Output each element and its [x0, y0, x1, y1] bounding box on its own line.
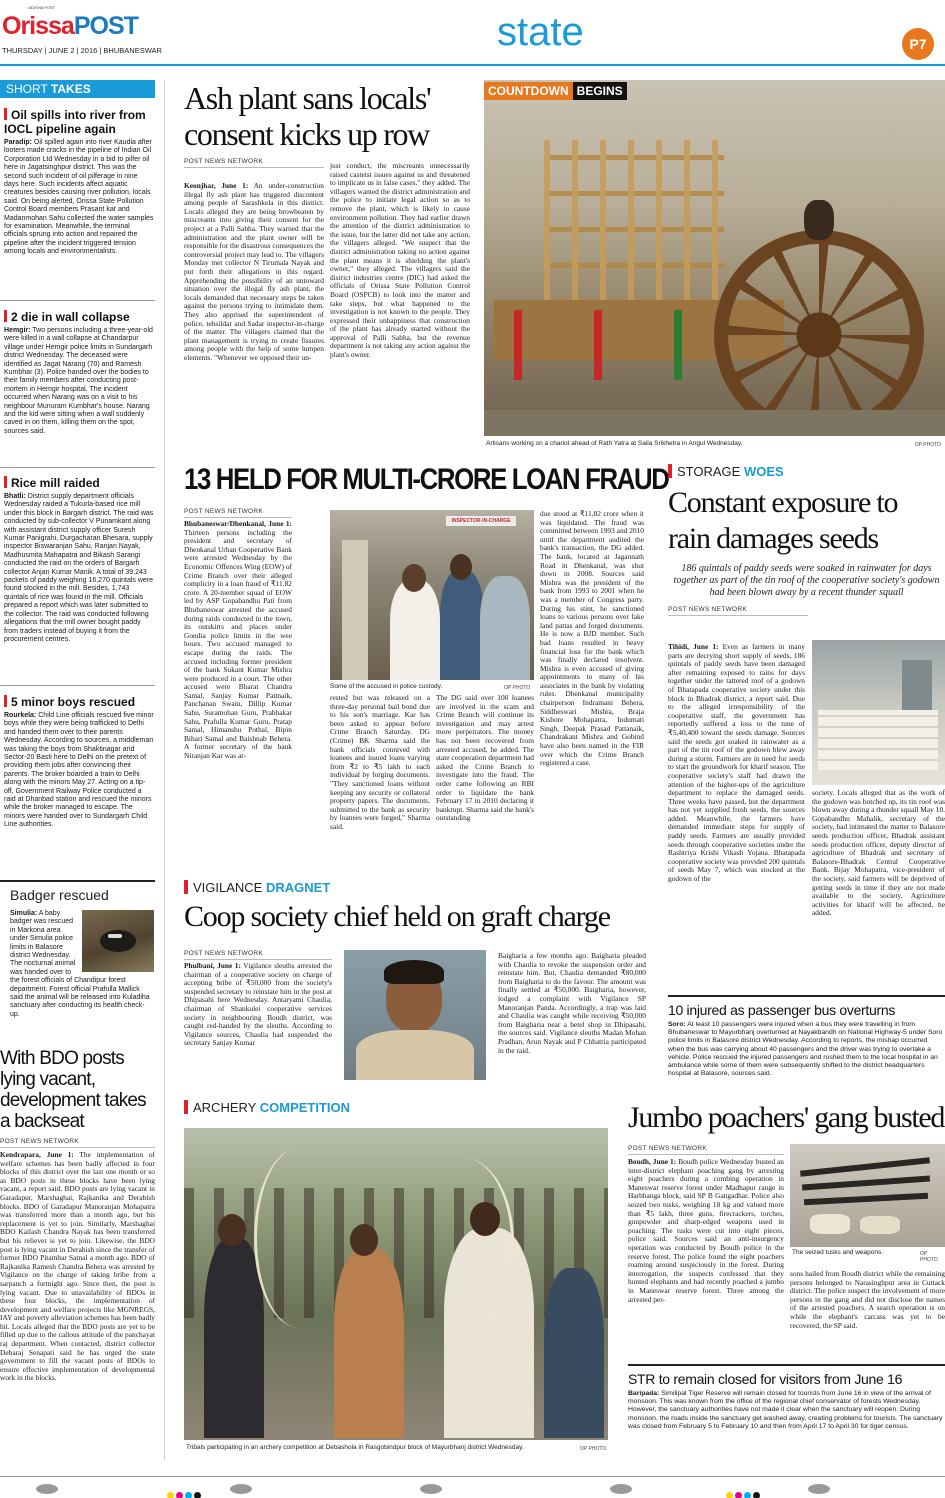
short-take-title: Rice mill raided	[4, 476, 154, 490]
divider	[0, 685, 155, 686]
loan-col-2: rested but was released on a three-day personal bail bond due to his son's marriage. Kar has been asked to appear before Crime Branch Saturday. DG (Crime) BK Sharma said the bank officials connived with loanees and issued loans varying from ₹2 to ₹5 lakh to each individual by forging documents. "They sanctioned loans without keeping any security or collateral property papers. The documents, submitted to the bank as security by loanees were forged," Sharma said.	[330, 693, 430, 831]
bdo-story	[0, 1048, 155, 1458]
ash-byline: POST NEWS NETWORK	[184, 158, 324, 168]
short-take-item	[4, 695, 154, 830]
ash-headline: Ash plant sans locals' consent kicks up row	[184, 80, 431, 152]
seed-sacks-photo	[812, 640, 945, 785]
tusks-credit: OP PHOTO	[920, 1251, 938, 1263]
countdown-photo-block	[484, 80, 945, 452]
coop-byline: POST NEWS NETWORK	[184, 950, 332, 960]
coop-col-2: Baigharia a few months ago. Baigharia pleaded with Chaulia to revoke the suspension order and reinstate him. But, Chaulia demanded ₹80,000 from Baigharia to do the favour. The amount was finally settled at ₹50,000. Baigharia, however, lodged a complaint with Vigilance SP Manoranjan Panda. Accordingly, a trap was laid and Chaulia was caught while receiving ₹50,000 from Baigharia near a betel shop in Dhipasahi, the sources said. Vigilance sleuths Madan Mohan Pradhan, Arun Nayak and P Chhatria participated in the raid.	[498, 951, 646, 1055]
inspector-sign: INSPECTOR-IN-CHARGE	[446, 516, 516, 526]
chairman-photo	[344, 950, 486, 1080]
str-headline: STR to remain closed for visitors from June 16	[628, 1371, 903, 1387]
column-rule	[164, 80, 165, 1460]
coop-col-1: Phulbani, June 1: Vigilance sleuths arrested the chairman of a cooperative society on charge of accepting bribe of ₹50,000 from the society's suspended secretary to reinstate him in the post at Dhipasahi here Wednesday. Antaryami Chaulia, chairman of Shankulei cooperative services society in neighbouring Boudh district, was caught red-handed by the sleuths. According to Vigilance sources, Chaulia had suspended the secretary Sanjay Kumar	[184, 961, 332, 1048]
registration-mark	[420, 1484, 442, 1494]
ash-col-1: Keonjhar, June 1: An under-construction illegal fly ash plant has triggered discontent among people of Sarashkela in this district. Locals alleged they are being browbeaten by miscreants into giving their consent for the project at a Palli Sabha. They warned that the administration and the plant owner will be responsible for the disastrous consequences the controversial project may lead to. The villagers Monday met collector N Tirumala Nayak and put forth their allegations in this regard. Apprehending the possibility of an untoward situation over the illegal fly ash plant, the locals demanded that necessary steps be taken against the persons trying to intimidate them. They also apprised the superintendent of police, tehsildar and Sadar inspector-in-charge of the matter. The villagers claimed that the plant management is trying to create fissures among people with the help of some lumpen elements. "Whenever we opposed their un-	[184, 181, 324, 362]
accused-caption: Some of the accused in police custody.	[330, 683, 443, 690]
archery-photo	[184, 1128, 608, 1440]
jumbo-col-1: Boudh, June 1: Boudh police Wednesday busted an inter-district elephant poaching gang by arresting eight poachers during a combing operation in Maneswar reserve forest under Madhapur range in Harbhanga block, said SP B Gangadhar. Police also seized two tusks, weighing 18 kg and valued more than ₹5 lakh, three guns, firecrackers, torches, gunpowder and sharp-edged weapons used in poaching. The tusks were cut into eight pieces, police said. Sources said an anti-insurgency operation was conducted by Boudh police in the reserve forest. The police found the eight poachers roaming around suspiciously in the forest. During interrogation, the suspects confessed that they hunted elephants and had recently poached a jumbo in Maneswar reserve forest. Three among the arrested per-	[628, 1157, 784, 1304]
page-number-badge: P7	[902, 28, 934, 60]
coop-headline: Coop society chief held on graft charge	[184, 900, 610, 933]
masthead-rule	[0, 64, 945, 66]
registration-mark	[230, 1484, 252, 1494]
coop-story	[184, 880, 649, 1090]
color-bar	[725, 1486, 761, 1498]
archery-block	[184, 1100, 609, 1460]
registration-mark	[610, 1484, 632, 1494]
archery-kicker: ARCHERY COMPETITION	[184, 1100, 609, 1115]
loan-byline: POST NEWS NETWORK	[184, 508, 292, 518]
masthead	[0, 0, 945, 66]
color-bar	[166, 1486, 202, 1498]
logo-small: ODISHA POST	[28, 5, 56, 10]
accused-credit: OP PHOTO	[504, 685, 531, 691]
bus-story	[668, 995, 945, 1087]
bdo-headline: With BDO posts lying vacant, development takes a backseat	[0, 1048, 146, 1132]
logo: OrissaPOST	[2, 12, 138, 40]
archery-credit: OP PHOTO	[580, 1446, 607, 1452]
short-takes-column	[0, 80, 155, 1100]
loan-story	[184, 460, 669, 870]
countdown-kicker: COUNTDOWN BEGINS	[484, 82, 627, 100]
jumbo-headline: Jumbo poachers' gang busted	[628, 1101, 945, 1134]
str-text: Baripada: Similipal Tiger Reserve will remain closed for tourists from June 16 in view of the arrival of monsoon. This was known from the office of the regional chief conservator of forests Wednesday. However, the sanctuary authorities have not made it clear when the sanctuary will reopen. During monsoon, the roads inside the sanctuary get washed away, creating problems for tourists. The sanctuary was closed from February 5 to February 10 and then from April 17 to April 30 for tiger census.	[628, 1390, 943, 1430]
bus-text: Soro: At least 10 passengers were injured when a bus they were travelling in from Bhubaneswar to Mayurbhanj overturned at Nayakbandh on National Highway-5 under Soro police limits in Balasore district Wednesday. According to reports, the mishap occurred when the bus was carrying about 40 passengers and the driver was trying to overtake a vehicle. Police rescued the injured passengers and rushed them to the local hospital in an ambulance while some of them were subsequently shifted to the district headquarters hospital at Balasore, sources said.	[668, 1021, 943, 1078]
short-take-title: 5 minor boys rescued	[4, 695, 154, 709]
jumbo-story	[628, 1100, 945, 1360]
loan-headline: 13 HELD FOR MULTI-CRORE LOAN FRAUD	[184, 463, 669, 496]
footer-rule	[0, 1476, 945, 1477]
short-take-text: Rourkela: Child Line officials rescued five minor boys while they were being trafficked to Delhi and handed them over to their parents Wednesday. According to sources, a middleman was taking the boys from Shaktinagar and Sector-20 Basti here to Delhi on the pretext of providing them jobs after convincing their parents. The broker boarded a train to Delhi along with the minors May 27. Acting on a tip-off, Government Railway Police conducted a raid at Dhanbad station and rescued the minors while the broker managed to escape. The minors were handed over to Sundargarh Child Line authorities.	[4, 712, 154, 829]
divider	[0, 467, 155, 468]
short-takes-header: SHORT TAKES	[0, 80, 155, 98]
badger-title: Badger rescued	[10, 887, 109, 903]
coop-kicker: VIGILANCE DRAGNET	[184, 880, 649, 895]
short-take-item	[4, 108, 154, 257]
tusks-photo	[790, 1144, 945, 1247]
accused-photo	[330, 510, 534, 680]
bdo-text: Kendrapara, June 1: The implementation of welfare schemes has been badly affected in four blocks of this district over the last one month or so as BDO posts in these blocks have been lying vacant, a report said. BDO posts are lying vacant in Garadapur, Marshaghai, Rajkanika and Derabish blocks. BDO of Garadapur Manoranjan Mohapatra was transferred more than a month ago, but his replacement is yet to join. Similarly, Marshaghai BDO Kailash Chandra Nayak has been transferred but his reliever is yet to join. Likewise, the BDO post is lying vacant in Derabish since the transfer of former BDO Pitambar Samal a month ago. BDO of Rajkanika Ramesh Chandra Behera was arrested by Vigilance on the charge of taking bribe from a sarpanch a fortnight ago. Since then, the post is lying vacant. Due to unavailability of BDOs in these four blocks, the implementation of development and welfare projects like MGNREGS, IAY and poverty alleviation schemes has been badly hit. Locals alleged that the BDO posts are yet to be filled up due to the callous attitude of the panchayat raj department. When contacted, district collector Debaraj Senapati said he has urged the state government to fill the vacant posts of BDOs to ensure effective implementation of developmental work in the blocks.	[0, 1150, 156, 1383]
short-take-title: Oil spills into river from IOCL pipeline again	[4, 108, 146, 136]
storage-byline: POST NEWS NETWORK	[668, 606, 808, 616]
jumbo-byline: POST NEWS NETWORK	[628, 1145, 784, 1155]
countdown-caption: Artisans working on a chariot ahead of Rath Yatra at Saila Srikhetra in Angul Wednesday.	[486, 440, 743, 447]
jumbo-col-2: sons hailed from Boudh district while the remaining persons belonged to Narasinghpur area in Cuttack district. The police suspect the involvement of more persons in the gang and did not disclose the names of the arrested poachers. A search operation is on while the elephant's carcass was yet to be recovered, the SP said.	[790, 1269, 945, 1330]
loan-col-1: Bhubaneswar/Dhenkanal, June 1: Thirteen persons including the president and secretary of Dhenkanal Urban Cooperative Bank were arrested Wednesday by the Economic Offences Wing (EOW) of Crime Branch over their alleged complicity in a loan fraud of ₹11.82 crore. A 20-member squad of EOW led by ASP Gopabandhu Pati from Bhubaneswar arrested the accused during raids conducted in the town, its outskirts and places under Gondia police limits in the wee hours. Two accused managed to escape during the raids. The accused including former president of the bank Sukant Kumar Mishra were produced in a court. The other accused were Bharat Chandra Samal, Sanjay Kumar Pattnaik, Panchanan Swain, Dillip Kumar Sahu, Suramohan Guru, Prabhakar Sahu, Prafulla Kumar Guru, Pratap Samal, Himanshu Pothal, Bipin Bihari Samal and Baishnab Behera. A former secretary of the bank Niranjan Kar was ar-	[184, 519, 292, 761]
ash-col-2: just conduct, the miscreants unnecessarily raised casteist issues against us and threatened to implicate us in false cases," they added. The villagers wanted the district administration and the police to initiate legal action so as to remove the plant, which is likely to cause environment pollution. They had earlier drawn the attention of the district administration to the issue, but the latter did not take any action, the villagers alleged. "We suspect that the district administration taking no action against the plant means it is shielding the plant's owner," they alleged. The villagers said the district industries centre (DIC) had asked the officials of Orissa State Pollution Control Board (OSPCB) to look into the matter and take steps, but what happened to the investigation is not known to the people. They expressed their unhappiness that construction of the plant has already started without the approval of Palli Sabha, but the revenue department is not taking any action against the plant's owner.	[330, 161, 470, 360]
divider	[0, 300, 155, 301]
short-take-item	[4, 310, 154, 436]
short-take-text: Bhatli: District supply department officials Wednesday raided a Tukurla-based rice mill under this block in Bargarh district. The raid was conducted by sub-collector V Punamkant along with assistant district supply officer Suresh Kumar Panigrahi, Durgacharan Bhesara, supply inspector Biswaranjan Sahu, Ranjan Nayak, Madhusmita Mahapatra and Bikash Sarangi conducted the raid on the orders of Bargarh collector Anjan Kumar Manik. A total of 39,243 packets of paddy weighing 16,270 quintals were found stocked in the mill. Besides, 1,743 quintals of rice was found in the mill. Officials prepared a report which was later submitted to the collector. The raid was conducted following allegations that the mill owner bought paddy from traders instead of buying it from the procurement centres.	[4, 493, 154, 643]
tusks-caption: The seized tusks and weapons.	[792, 1249, 884, 1256]
str-story	[628, 1364, 945, 1464]
ash-story	[184, 80, 479, 452]
short-take-item	[4, 476, 154, 644]
chariot-photo	[484, 80, 945, 436]
short-take-text: Hemgir: Two persons including a three-year-old were killed in a wall collapse at Chandarpur village under Hemgir police limits in Sundargarh district Wednesday. The deceased were identified as Jagat Narang (70) and Ramesh Kumbhar (3). Police handed over the bodies to their family members after conducting post-mortem in Hemgir hospital. The incident occurred when Narang was on a visit to his neighbour Munuram Kumbhar's house. Narang and the kid were sitting when a wall suddenly caved in on them, killing them on the spot, sources said.	[4, 327, 153, 435]
badger-text: Simulia: A baby badger was rescued in Markona area under Simulia police limits in Balasore district Wednesday. The nocturnal animal was handed over to the forest officials of Chandipur forest department. Forest official Prafulla Mallick said the animal will be released into Kuladiha sanctuary after conducting its health check-up.	[10, 910, 150, 1018]
short-take-text: Paradip: Oil spilled again into river Kaudia after looters made cracks in the pipeline of Indian Oil Corporation Ltd Wednesday in a bid to pilfer oil here in Jagatsinghpur district. This was the second such incident of oil pilferage in nine days here. Such incidents affect aquatic creatures besides causing river pollution, locals said. On being alerted, Orissa State Pollution Control Board members Prasant kar and Madanmohan Sahu collected the water samples for examination. Meanwhile, the terminal officials sprung into action and repaired the pipeline after the incident triggered tension among locals and environmentalists.	[4, 139, 154, 256]
storage-kicker: STORAGE WOES	[668, 464, 945, 479]
bus-headline: 10 injured as passenger bus overturns	[668, 1002, 896, 1018]
archery-caption: Tribals participating in an archery competition at Debashola in Rasgobindpur block of Mayurbhanj district Wednesday.	[186, 1444, 524, 1451]
section-title: state	[497, 10, 584, 54]
registration-mark	[808, 1484, 830, 1494]
dateline: THURSDAY | JUNE 2 | 2016 | BHUBANESWAR	[2, 46, 162, 55]
storage-headline: Constant exposure to rain damages seeds	[668, 486, 898, 555]
loan-col-3: The DG said over 100 loanees are involved in the scam and Crime Branch will continue its investigation and may arrest more perpetrators. The money has not been recovered from arrested accused, he added. The state cooperation department had asked the Crime Branch to investigate into the fraud. The order came following an RBI order to liquidate the bank February 17 in 2010 declaring it bankrupt. Sharma said the bank's outstanding	[436, 693, 534, 823]
storage-col-1: Tihidi, June 1: Even as farmers in many parts are decrying short supply of seeds, 186 quintals of paddy seeds have been damaged after remaining exposed to rains for days together under the tattered roof of a godown of Bhatapada cooperative society under this block in Bhadrak district, a report said. Due to the alleged irresponsibility of the cooperative staff, the government has reportedly suffered a loss to the tune of ₹5,40,400 toward the seeds damage. Sources said the seeds got soaked in rainwater as a part of the tin roof of the godown blew away during a storm. Farmers are in need for seeds to start the groundwork for kharif season. The cooperative society's staff had drawn the attention of the higher-ups of the agriculture department to replace the damaged seeds. Three weeks have passed, but the department has not yet supplied fresh seeds, the sources added. Meanwhile, the farmers have demanded immediate steps for supply of paddy seeds. Farmers are usually provided seeds through cooperative societies under the Rashtriya Krishi Vikash Yojana. Bhatapada cooperative society was provided 200 quintals of seeds May 7, which was stocked at the godown of the	[668, 642, 805, 884]
storage-col-2: society. Locals alleged that as the work of the godown was botched up, its tin roof was blown away during a thunder squall May 10. Gopabandhu Mahalik, secretary of the society, had intimated the matter to Balasore seeds production officer, Bhadrak assistant seeds production officer, deputy director of agriculture of Bhadrak and secretary of Balasore-Bhadrak Central Cooperative Bank. Bijay Mohapatra, vice-president of the society, said farmers will be deprived of getting seeds in time if they are not made available to the society. Agriculture activities for kharif will be affected, he added.	[812, 788, 945, 918]
short-take-title: 2 die in wall collapse	[4, 310, 154, 324]
loan-col-4: due stood at ₹11.82 crore when it was liquidated. The fraud was committed between 1993 and 2010 until the department audited the bank's transaction, the DG added. The bank, located at Jagannath Road in Dhenkanal, was shut down in 2008. Sources said Mishra was the president of the bank from 1993 to 2001 when he was a member of Congress party. During his stint, he sanctioned loans to various persons over fake land pattas and forged documents. He is now a BJD member. Such bad loans resulted in heavy financial loss for the bank which was finally declared insolvent. Mishra is even accused of giving appointments to many of his associates in the bank by violating rules. Dhenkanal municipality chairperson Indramani Behera, Siddheswari Mishra, Braja Kishore Mohapatra, Indumati Singh, Deepak Prasad Pattanaik, Chandrakant Mishra and Gobind have also been named in the FIR over which the Crime Branch registered a case.	[540, 509, 644, 768]
countdown-credit: OP PHOTO	[914, 442, 941, 448]
bdo-byline: POST NEWS NETWORK	[0, 1138, 155, 1148]
registration-mark	[36, 1484, 58, 1494]
storage-story	[668, 464, 945, 984]
storage-deck: 186 quintals of paddy seeds were soaked in rainwater for days together as part of the tin roof of the cooperative society's godown had been blown away by a recent thunder squall	[673, 563, 940, 598]
